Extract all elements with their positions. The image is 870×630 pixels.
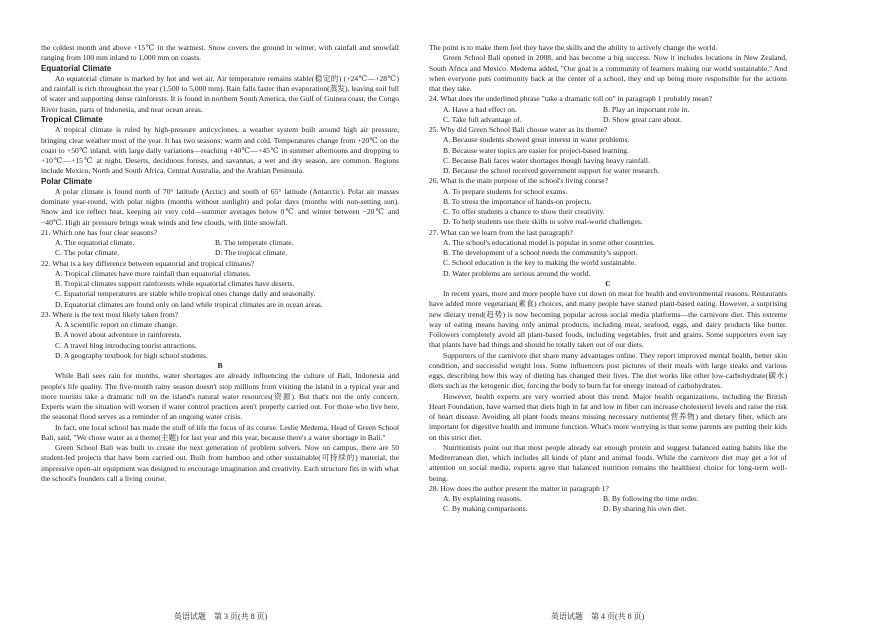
option: D. A geography textbook for high school students.: [55, 350, 208, 360]
option: A. To prepare students for school exams.: [443, 186, 568, 196]
option: C. A travel blog introducing tourist attractions.: [55, 340, 197, 350]
paragraph: Supporters of the carnivore diet share many advantages online. They report improved mental health, better skin condition, and successful weight loss. Some influencers post pictures of their meals with large steaks and various eggs, describing how this way of dieting has changed their lives. The diet works like other low-carbohydrate(碳水) diets such as the ketogenic diet, forcing the body to burn fat for energy instead of carbohydrates.: [429, 350, 787, 391]
question-23: 23. Where is the text most likely taken from?: [41, 309, 179, 319]
option: B. Play an important role in.: [603, 104, 690, 114]
paragraph: Nutritionists point out that most people already eat enough protein and suggest balanced eating habits like the Mediterranean diet, which includes all kinds of plant and animal foods. While the carnivore diet may get a lot of attention on social media, experts agree that balanced nutrition remains the healthiest choice for long-term well-being.: [429, 442, 787, 483]
right-column: [429, 43, 787, 515]
option: B. Because water topics are easier for project-based learning.: [443, 145, 629, 155]
option: C. Take full advantage of.: [443, 114, 522, 124]
section-heading: Polar Climate: [41, 176, 93, 186]
paragraph: However, health experts are very worried about this trend. Major health organizations, including the British Heart Foundation, have warned that diets high in fat and low in fiber can increase cholesterol levels and raise the risk of heart disease. Avoiding all plant foods means missing necessary nutrients(营养物) and dietary fiber, which are important for digestive health and immune function. What's more worrying is that some parents are putting their kids on this strict diet.: [429, 391, 787, 442]
option: D. The tropical climate.: [215, 248, 288, 258]
options-row: [41, 248, 399, 258]
option: A. A scientific report on climate change.: [55, 320, 178, 330]
option: B. The temperate climate.: [215, 238, 294, 248]
question-22: 22. What is a key difference between equatorial and tropical climates?: [41, 258, 255, 268]
option: C. By making comparisons.: [443, 504, 528, 514]
option: C. Equatorial temperatures are stable while tropical ones change daily and seasonally.: [55, 289, 316, 299]
question-25: 25. Why did Green School Bali choose water as its theme?: [429, 125, 608, 134]
option: D. Show great care about.: [603, 114, 682, 124]
option: C. The polar climate.: [55, 248, 120, 258]
option: B. A novel about adventure in rainforests.: [55, 330, 182, 340]
paragraph: A polar climate is found north of 70° latitude (Arctic) and south of 65° latitude (Antarctic). Polar air masses dominate year-round, with polar nights (months without sunlight) and polar days (months with non-setting sun). Snow and ice reflect heat, keeping air very cold—summer averages below 0℃ and winter between −20℃ and −40℃. High air pressure brings weak winds and few clouds, with little snowfall.: [41, 186, 399, 227]
page-footer-left: 英语试题 第 3 页(共 8 页): [174, 612, 268, 621]
question-26: 26. What is the main purpose of the school's living course?: [429, 176, 609, 186]
section-label-c: C: [605, 278, 611, 288]
options-row: [429, 115, 787, 125]
option: C. To offer students a chance to show their creativity.: [443, 207, 605, 216]
paragraph: Green School Bali opened in 2008, and has become a big success. Now it includes locations in New Zealand, South Africa and Mexico. Medema added, "Our goal is a community of learners making our world sustainable." And when everyone puts community back at the center of a school, they end up being more responsible for the actions that they take.: [429, 53, 787, 93]
paragraph: An equatorial climate is marked by hot and wet air. Air temperature remains stable(稳定的) (+24℃—+28℃) and rainfall is rich throughout the year (1,500 to 5,000 mm). Rain falls faster than evaporation(蒸发), leaving soil full of water and supporting dense rainforests. It is found in northern South America, the Gulf of Guinea coast, the Congo River basin, parts of Indonesia, and near ocean areas.: [41, 73, 399, 114]
paragraph: the coldest month and above +15℃ in the warmest. Snow covers the ground in winter, with rainfall and snowfall ranging from 100 mm inland to 1,000 mm on coasts.: [41, 43, 399, 63]
option: A. Because students showed great interest in water problems.: [443, 135, 630, 145]
page-footer-right: 英语试题 第 4 页(共 8 页): [551, 612, 645, 621]
option: A. Tropical climates have more rainfall than equatorial climates.: [55, 268, 251, 278]
left-column: [41, 43, 399, 484]
option: D. Water problems are serious around the world.: [443, 268, 591, 278]
option: D. Because the school received government support for water research.: [443, 166, 660, 175]
paragraph: The point is to make them feel they have the skills and the ability to actively change the world.: [429, 43, 718, 52]
paragraph: Green School Bali was built to create the next generation of problem solvers. Now on campus, there are 50 student-led projects that have been carried out. Built from bamboo and other sustainable(可持续的) material, the impressive open-air equipment was designed to encourage imagination and creativity. Each structure fits in with what the school's founders call a living course.: [41, 443, 399, 483]
option: B. By following the time order.: [603, 494, 699, 503]
paragraph: While Bali sees rain for months, water shortages are already influencing the culture of Bali, Indonesia and people's life quality. The five-month rainy season doesn't stop millions from visiting the island in a typical year and more tourists take a dramatic toll on the island's natural water resources(资源). But that's not the only concern. Experts warn the situation will worsen if water control practices aren't properly carried out. For those who live here, the seasonal flood serves as a reminder of an ongoing water crisis.: [41, 371, 399, 422]
option: A. By explaining reasons.: [443, 494, 522, 503]
option: C. Because Bali faces water shortages though having heavy rainfall.: [443, 155, 650, 165]
question-27: 27. What can we learn from the last paragraph?: [429, 227, 573, 237]
option: A. The equatorial climate.: [55, 238, 135, 248]
options-row: [429, 105, 787, 115]
option: D. By sharing his own diet.: [603, 504, 687, 514]
paragraph: A tropical climate is ruled by high-pressure anticyclones, a weather system built around high air pressure, bringing clear weather most of the year. It has two seasons: warm and cold. Temperatures change from +20℃ on the coast to +50℃ inland, with large daily variations—reaching +40℃—+45℃ in summer afternoons and dropping to +10℃—+15℃ at night. Deserts, deciduous forests, and savannas, a wet and dry season, are common. Regions include Mexico, North and South Africa, Central Australia, and the Arabian Peninsula.: [41, 125, 399, 176]
options-row: [41, 238, 399, 248]
option: B. Tropical climates support rainforests while equatorial climates have deserts.: [55, 279, 295, 289]
option: A. The school's educational model is popular in some other countries.: [443, 237, 655, 247]
question-28: 28. How does the author present the matter in paragraph 1?: [429, 483, 609, 493]
option: A. Have a bad effect on.: [443, 104, 517, 114]
options-row: [429, 504, 787, 514]
question-24: 24. What does the underlined phrase "take a dramatic toll on" in paragraph 1 probably mean?: [429, 94, 713, 104]
option: C. School education is the key to making the world sustainable.: [443, 258, 637, 268]
option: D. Equatorial climates are found only on land while tropical climates are in ocean areas.: [55, 299, 323, 309]
option: B. The development of a school needs the community's support.: [443, 248, 638, 257]
option: B. To stress the importance of hands-on projects.: [443, 196, 592, 206]
question-21: 21. Which one has four clear seasons?: [41, 227, 158, 237]
paragraph: In recent years, more and more people have cut down on meat for health and environmental reasons. Restaurants have added more vegetarian(素食) choices, and many people have started plant-based eating. However, a surprising new dietary trend(趋势) is now becoming popular across social media platforms—the carnivore diet. This extreme way of eating means having only animal products, including meat, seafood, eggs, and dairy products like butter. Followers completely avoid all plant-based foods, including vegetables, fruit and grains. Some supporters even say that plants have bad things and should be totally taken out of our diets.: [429, 289, 787, 350]
paragraph: In fact, one local school has made the stuff of life the focus of its course. Leslie Medema, Head of Green School Bali, said, "We chose water as a theme(主题) for last year and this year, because there's a water shortage in Bali.": [41, 422, 399, 442]
option: D. To help students use their skills to solve real-world challenges.: [443, 217, 643, 227]
section-heading: Equatorial Climate: [41, 63, 112, 73]
options-row: [429, 494, 787, 504]
section-heading: Tropical Climate: [41, 114, 103, 124]
section-label-b: B: [217, 361, 223, 371]
